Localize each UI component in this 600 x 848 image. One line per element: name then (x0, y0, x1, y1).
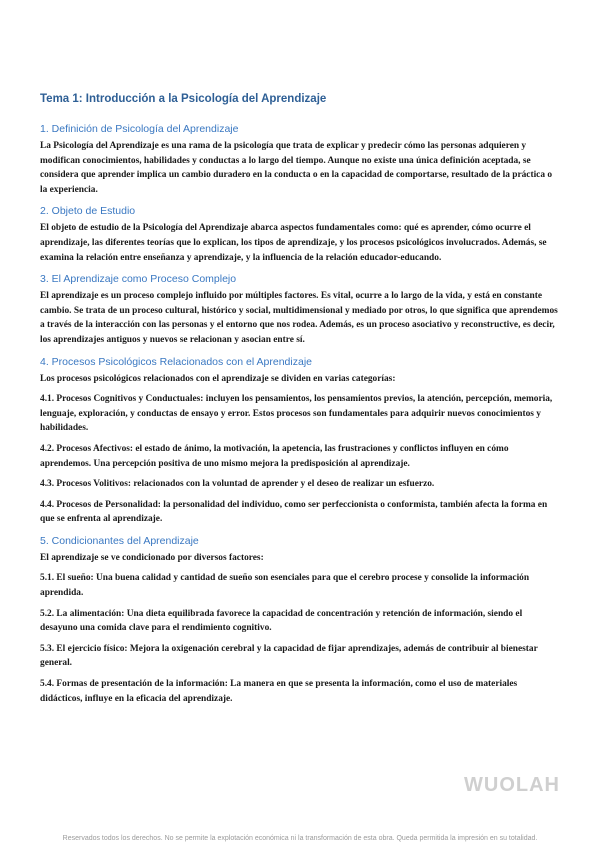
section-condicionantes (40, 535, 560, 706)
subpoint-5-4: 5.4. Formas de presentación de la información: La manera en que se presenta la información, como el uso de materiales didácticos, influye en la eficacia del aprendizaje. (40, 679, 518, 704)
section-heading: 3. El Aprendizaje como Proceso Complejo (40, 273, 237, 286)
subpoint-4-3: 4.3. Procesos Volitivos: relacionados con la voluntad de aprender y el deseo de realizar un esfuerzo. (40, 479, 435, 490)
paragraph: El aprendizaje es un proceso complejo influido por múltiples factores. Es vital, ocurre a lo largo de la vida, y está en constante cambio. Se trata de un proceso cultural, histórico y social, multidimensional y mediado por otros, lo que significa que aprendemos a través de la interacción con las personas y el entorno que nos rodea. Además, es un proceso asociativo y reconstructive, es decir, los aprendizajes antiguos y nuevos se relacionan y asocian entre sí. (40, 291, 558, 345)
section-heading: 2. Objeto de Estudio (40, 205, 136, 218)
section-definicion (40, 123, 560, 197)
document-body (40, 92, 560, 714)
subpoint-5-2: 5.2. La alimentación: Una dieta equilibrada favorece la capacidad de concentración y retención de información, siendo el desayuno una comida clave para el rendimiento cognitivo. (40, 608, 523, 634)
copyright-footer: Reservados todos los derechos. No se permite la explotación económica ni la transformación de esta obra. Queda permitida la impresión en su totalidad. (62, 835, 538, 842)
paragraph: Los procesos psicológicos relacionados con el aprendizaje se dividen en varias categorías: (40, 373, 396, 384)
section-heading: 5. Condicionantes del Aprendizaje (40, 534, 199, 547)
section-heading: 1. Definición de Psicología del Aprendizaje (40, 123, 239, 135)
paragraph: El objeto de estudio de la Psicología del Aprendizaje abarca aspectos fundamentales como: qué es aprender, cómo ocurre el aprendizaje, las diferentes teorías que lo explican, los tipos de aprendizaje, y los procesos psicológicos involucrados. Además, se examina la relación entre enseñanza y aprendizaje, y la influencia de la relación educador-educando. (40, 223, 547, 263)
section-procesos-psicologicos (40, 356, 560, 527)
paragraph: La Psicología del Aprendizaje es una rama de la psicología que trata de explicar y predecir cómo las personas adquieren y modifican conocimientos, habilidades y conductas a lo largo del tiempo. Aunque no existe una única definición aceptada, se considera que aprender implica un cambio duradero en la conducta o en la capacidad de comportarse, resultado de la práctica o la experiencia. (40, 141, 553, 195)
subpoint-5-3: 5.3. El ejercicio físico: Mejora la oxigenación cerebral y la capacidad de fijar aprendizajes, además de contribuir al bienestar general. (40, 643, 538, 669)
section-objeto (40, 205, 560, 265)
subpoint-4-1: 4.1. Procesos Cognitivos y Conductuales: incluyen los pensamientos, los pensamientos previos, la atención, percepción, memoria, lenguaje, exploración, y conductas de ensayo y error. Estos procesos son fundamentales para adquirir nuevos conocimientos y habilidades. (40, 394, 553, 434)
subpoint-5-1: 5.1. El sueño: Una buena calidad y cantidad de sueño son esenciales para que el cerebro procese y consolide la información aprendida. (40, 573, 530, 599)
wuolah-logo-watermark: WUOLAH (464, 774, 560, 796)
paragraph: El aprendizaje se ve condicionado por diversos factores: (40, 552, 264, 563)
document-title: Tema 1: Introducción a la Psicología del Aprendizaje (40, 93, 327, 105)
subpoint-4-2: 4.2. Procesos Afectivos: el estado de ánimo, la motivación, la apetencia, las frustraciones y conflictos influyen en cómo aprendemos. Una percepción positiva de uno mismo mejora la predisposición al aprendizaje. (40, 443, 509, 469)
subpoint-4-4: 4.4. Procesos de Personalidad: la personalidad del individuo, como ser perfeccionista o conformista, también afecta la forma en que se enfrenta al aprendizaje. (40, 499, 548, 525)
section-heading: 4. Procesos Psicológicos Relacionados con el Aprendizaje (40, 355, 312, 368)
section-proceso-complejo (40, 273, 560, 347)
